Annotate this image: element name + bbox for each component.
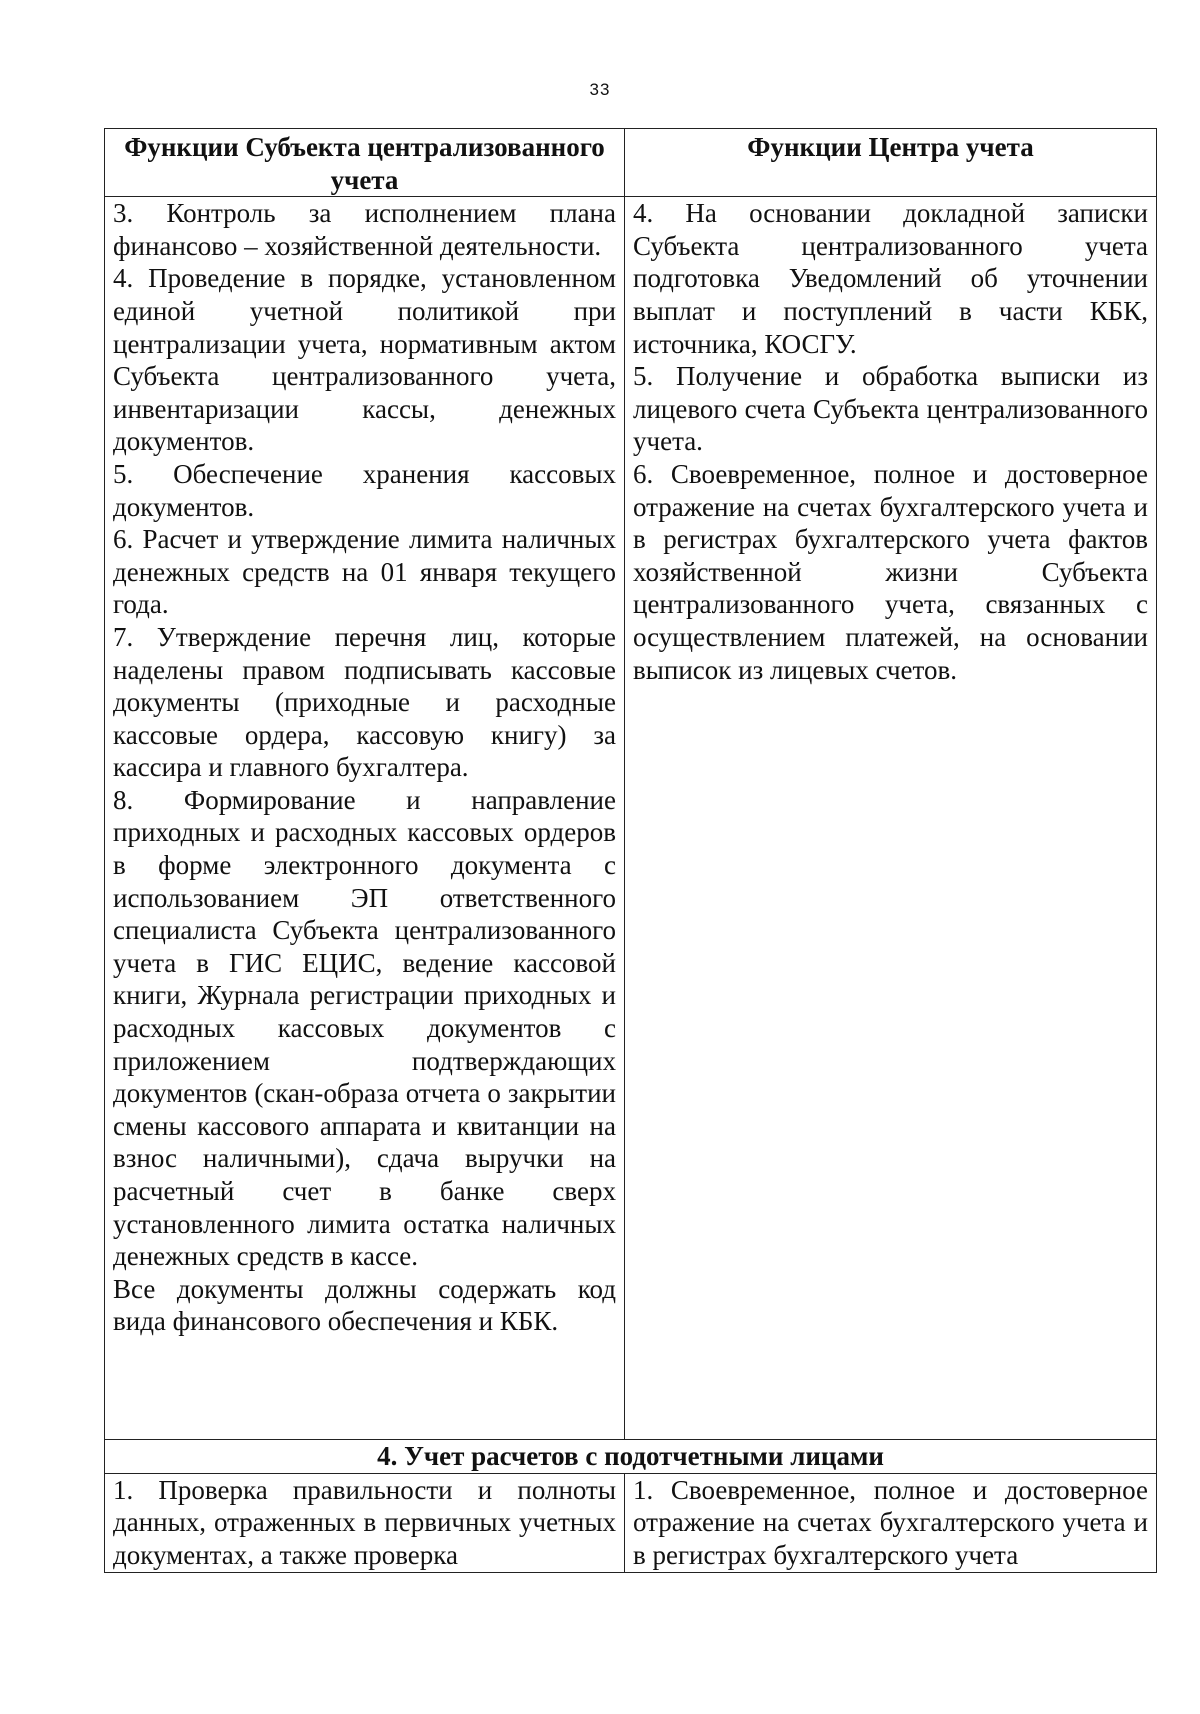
list-item: 1. Своевременное, полное и достоверное отражение на счетах бухгалтерского учета и в регистрах бухгалтерского учета: [633, 1474, 1148, 1570]
section-row: [105, 1440, 1157, 1474]
header-left: Функции Субъекта централизованного учета: [105, 129, 625, 197]
list-item: 6. Расчет и утверждение лимита наличных денежных средств на 01 января текущего года.: [113, 524, 616, 620]
cell-right-functions: [625, 1473, 1157, 1572]
header-right: Функции Центра учета: [625, 129, 1157, 197]
functions-table: [104, 128, 1157, 1573]
section-title: 4. Учет расчетов с подотчетными лицами: [105, 1440, 1157, 1474]
table-row: [105, 197, 1157, 1440]
list-item: 5. Обеспечение хранения кассовых документов.: [113, 458, 616, 522]
page-number: 33: [589, 80, 611, 99]
list-item: 7. Утверждение перечня лиц, которые наделены правом подписывать кассовые документы (приходные и расходные кассовые ордера, кассовую книгу) за кассира и главного бухгалтера.: [113, 621, 616, 783]
list-item: 5. Получение и обработка выписки из лицевого счета Субъекта централизованного учета.: [633, 361, 1148, 457]
cell-left-functions: [105, 197, 625, 1440]
list-item: 4. На основании докладной записки Субъекта централизованного учета подготовка Уведомлений об уточнении выплат и поступлений в части КБК, источника, КОСГУ.: [633, 198, 1148, 359]
list-item: 3. Контроль за исполнением плана финансово – хозяйственной деятельности.: [113, 198, 616, 261]
cell-left-functions: [105, 1473, 625, 1572]
list-item: 1. Проверка правильности и полноты данных, отраженных в первичных учетных документах, а также проверка: [113, 1474, 616, 1570]
list-item: 8. Формирование и направление приходных и расходных кассовых ордеров в форме электронного документа с использованием ЭП ответственного специалиста Субъекта централизованного учета в ГИС ЕЦИС, ведение кассовой книги, Журнала регистрации приходных и расходных кассовых документов с приложением подтверждающих документов (скан-образа отчета о закрытии смены кассового аппарата и квитанции на взнос наличными), сдача выручки на расчетный счет в банке сверх установленного лимита остатка наличных денежных средств в кассе.: [113, 784, 616, 1272]
list-item: 4. Проведение в порядке, установленном единой учетной политикой при централизации учета, нормативным актом Субъекта централизованного учета, инвентаризации кассы, денежных документов.: [113, 263, 616, 457]
cell-right-functions: [625, 197, 1157, 1440]
table-header-row: [105, 129, 1157, 197]
list-item: Все документы должны содержать код вида финансового обеспечения и КБК.: [113, 1273, 616, 1337]
list-item: 6. Своевременное, полное и достоверное отражение на счетах бухгалтерского учета и в регистрах бухгалтерского учета фактов хозяйственной жизни Субъекта централизованного учета, связанных с осуществлением платежей, на основании выписок из лицевых счетов.: [633, 458, 1148, 685]
table-row: [105, 1473, 1157, 1572]
